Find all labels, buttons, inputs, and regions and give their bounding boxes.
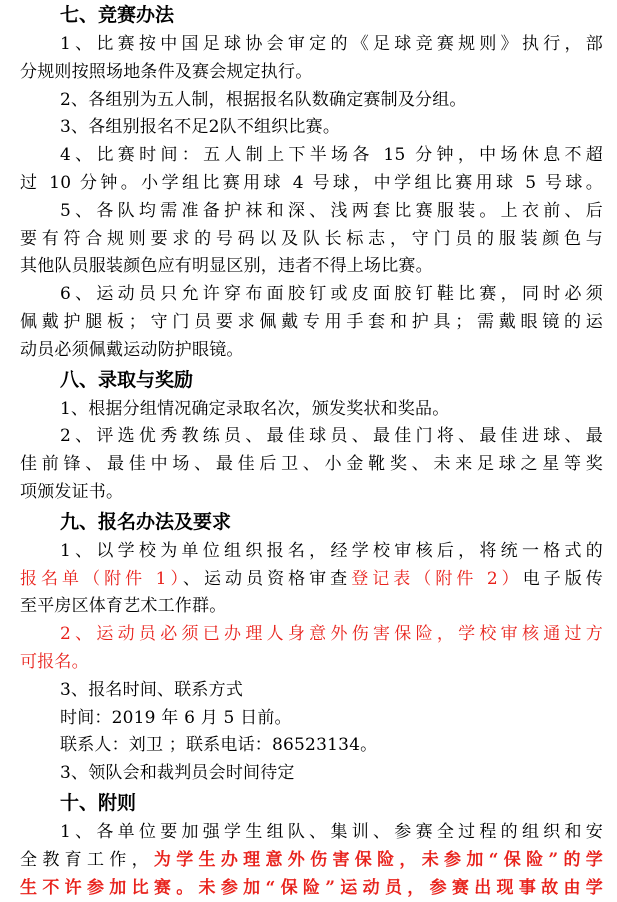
s9-p4: 3、领队会和裁判员会时间待定: [60, 763, 295, 784]
s9-p1c: 至平房区体育艺术工作群。: [20, 596, 227, 617]
attachment-2-ref: 登记表（附件 2）: [351, 568, 523, 589]
s8-p1: 1、根据分组情况确定录取名次，颁发奖状和奖品。: [60, 398, 450, 419]
s8-p2b: 佳前锋、最佳中场、最佳后卫、小金靴奖、未来足球之星等奖: [20, 454, 603, 475]
s9-p1b: 报名单（附件 1）、运动员资格审查登记表（附件 2）电子版传: [20, 568, 603, 589]
s9-p2a: 2、运动员必须已办理人身意外伤害保险，学校审核通过方: [60, 624, 603, 645]
s7-p4a: 4、比赛时间：五人制上下半场各 15 分钟，中场休息不超: [60, 145, 603, 166]
s9-contact: 联系人：刘卫 ；联系电话：86523134。: [60, 735, 378, 756]
s10-p1a: 1、各单位要加强学生组队、集训、参赛全过程的组织和安: [60, 821, 603, 842]
s7-p6c: 动员必须佩戴运动防护眼镜。: [20, 339, 244, 360]
s7-p5b: 要有符合规则要求的号码以及队长标志，守门员的服装颜色与: [20, 228, 603, 249]
section-10-heading: 十、附则: [60, 791, 137, 814]
s9-time: 时间：2019 年 6 月 5 日前。: [60, 707, 292, 728]
s7-p1b: 分规则按照场地条件及赛会规定执行。: [20, 61, 313, 82]
s9-p3: 3、报名时间、联系方式: [60, 679, 244, 700]
s9-p1a: 1、以学校为单位组织报名，经学校审核后，将统一格式的: [60, 540, 603, 561]
s8-p2c: 项颁发证书。: [20, 481, 124, 502]
attachment-1-ref: 报名单（附件 1）: [20, 568, 183, 589]
s7-p5c: 其他队员服装颜色应有明显区别，违者不得上场比赛。: [20, 256, 433, 277]
s7-p2: 2、各组别为五人制，根据报名队数确定赛制及分组。: [60, 89, 467, 110]
s7-p6a: 6、运动员只允许穿布面胶钉或皮面胶钉鞋比赛，同时必须: [60, 284, 603, 305]
s7-p3: 3、各组别报名不足2队不组织比赛。: [60, 117, 341, 138]
s7-p4b: 过 10 分钟。小学组比赛用球 4 号球，中学组比赛用球 5 号球。: [20, 172, 603, 193]
s7-p5a: 5、各队均需准备护袜和深、浅两套比赛服装。上衣前、后: [60, 200, 603, 221]
section-8-heading: 八、录取与奖励: [60, 368, 194, 391]
s10-p1c: 生不许参加比赛。未参加“保险”运动员，参赛出现事故由学: [20, 877, 603, 898]
s8-p2a: 2、评选优秀教练员、最佳球员、最佳门将、最佳进球、最: [60, 426, 603, 447]
s7-p1a: 1、比赛按中国足球协会审定的《足球竞赛规则》执行，部: [60, 34, 603, 54]
s7-p6b: 佩戴护腿板；守门员要求佩戴专用手套和护具；需戴眼镜的运: [20, 311, 603, 332]
section-9-heading: 九、报名办法及要求: [60, 510, 232, 533]
section-7-heading: 七、竞赛办法: [60, 4, 175, 26]
s10-p1b: 全教育工作，为学生办理意外伤害保险，未参加“保险”的学: [20, 849, 603, 870]
insurance-warning: 为学生办理意外伤害保险，未参加“保险”的学: [153, 849, 603, 870]
s9-p2b: 可报名。: [20, 651, 89, 672]
